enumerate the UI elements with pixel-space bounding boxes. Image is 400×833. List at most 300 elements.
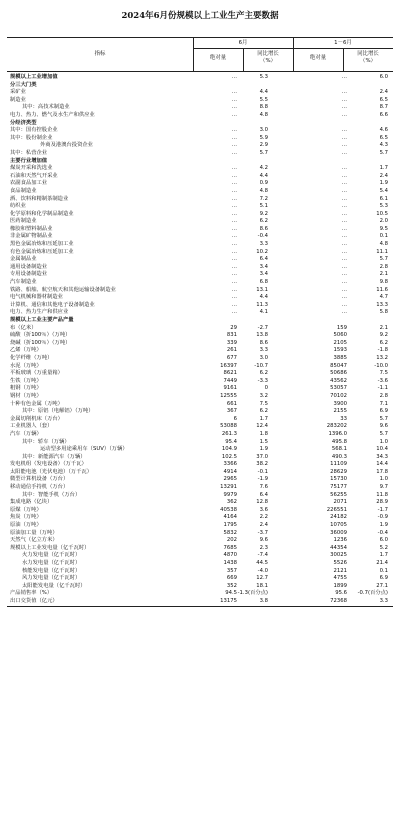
ytd-value: 1396.0 bbox=[328, 430, 347, 437]
ytd-growth: 9.6 bbox=[379, 423, 388, 430]
ytd-value: … bbox=[341, 279, 347, 286]
ytd-growth: 6.0 bbox=[379, 537, 388, 544]
ytd-growth: -0.9 bbox=[377, 514, 388, 521]
table-header bbox=[7, 38, 393, 72]
table-row bbox=[7, 203, 393, 211]
ytd-value: 3885 bbox=[333, 354, 347, 361]
table-row bbox=[7, 476, 393, 484]
june-growth: 7.5 bbox=[259, 400, 268, 407]
table-row bbox=[7, 317, 393, 325]
june-growth: -7.4 bbox=[257, 552, 268, 559]
june-growth: 1.7 bbox=[259, 415, 268, 422]
ytd-value: 159 bbox=[336, 324, 347, 331]
ytd-value: … bbox=[341, 74, 347, 80]
row-label: 工业机器人（套） bbox=[10, 423, 53, 430]
table-row bbox=[7, 446, 393, 454]
row-label: 汽车（万辆） bbox=[10, 430, 42, 437]
june-value: 261 bbox=[226, 347, 237, 354]
june-growth: 11.3 bbox=[256, 301, 268, 308]
june-value: 362 bbox=[226, 499, 237, 506]
ytd-value: … bbox=[341, 256, 347, 263]
june-growth: -3.7 bbox=[257, 529, 268, 536]
ytd-value: 2071 bbox=[333, 499, 347, 506]
table-row bbox=[7, 309, 393, 317]
row-label: 汽车制造业 bbox=[10, 279, 37, 286]
ytd-value: 70102 bbox=[330, 392, 347, 399]
ytd-growth: 2.8 bbox=[379, 263, 388, 270]
june-growth: 5.5 bbox=[259, 96, 268, 103]
table-row bbox=[7, 264, 393, 272]
table-row bbox=[7, 507, 393, 515]
row-label: 产品销售率（%） bbox=[10, 590, 53, 597]
ytd-value: 1593 bbox=[333, 347, 347, 354]
ytd-growth: 5.7 bbox=[379, 256, 388, 263]
ytd-growth: 9.5 bbox=[379, 225, 388, 232]
table-row bbox=[7, 173, 393, 181]
row-label: 规模以上工业主要产品产量 bbox=[10, 317, 74, 323]
june-value: 669 bbox=[226, 575, 237, 582]
june-value: 53088 bbox=[220, 423, 237, 430]
june-value: 261.3 bbox=[221, 430, 237, 437]
ytd-value: 95.6 bbox=[335, 590, 347, 597]
ytd-value: 85047 bbox=[330, 362, 347, 369]
data-table bbox=[7, 37, 393, 607]
june-growth: 38.2 bbox=[256, 461, 268, 468]
june-growth: 10.2 bbox=[256, 248, 268, 255]
page-title: 2024年6月份规模以上工业生产主要数据 bbox=[121, 11, 279, 21]
ytd-growth: 4.6 bbox=[379, 127, 388, 134]
row-label: 化学纤维（万吨） bbox=[10, 354, 53, 361]
ytd-growth: 2.0 bbox=[379, 218, 388, 225]
june-growth: 7.6 bbox=[259, 484, 268, 491]
june-value: … bbox=[231, 225, 237, 232]
june-value: 9979 bbox=[223, 491, 237, 498]
table-row bbox=[7, 188, 393, 196]
ytd-value: 30025 bbox=[330, 552, 347, 559]
june-growth: 4.1 bbox=[259, 309, 268, 316]
ytd-growth: 10.5 bbox=[376, 210, 388, 217]
ytd-growth: -1.7 bbox=[377, 506, 388, 513]
row-label: 其中：智能手机（万台） bbox=[22, 491, 81, 498]
ytd-growth: 7.1 bbox=[379, 400, 388, 407]
june-value: … bbox=[231, 241, 237, 248]
june-growth: 3.6 bbox=[259, 506, 268, 513]
ytd-growth: 5.2 bbox=[379, 544, 388, 551]
row-label: 规模以上工业增加值 bbox=[10, 74, 58, 80]
june-growth: -1.9 bbox=[257, 476, 268, 483]
june-value: 5832 bbox=[223, 529, 237, 536]
june-value: … bbox=[231, 301, 237, 308]
table-row bbox=[7, 218, 393, 226]
ytd-growth: 2.1 bbox=[379, 271, 388, 278]
table-row bbox=[7, 112, 393, 120]
june-growth: 12.7 bbox=[256, 575, 268, 582]
ytd-growth: 27.1 bbox=[376, 582, 388, 589]
ytd-value: 2121 bbox=[333, 567, 347, 574]
ytd-value: … bbox=[341, 248, 347, 255]
table-row bbox=[7, 287, 393, 295]
june-value: … bbox=[231, 134, 237, 141]
table-row bbox=[7, 522, 393, 530]
row-label: 规模以上工业发电量（亿千瓦时） bbox=[10, 544, 90, 551]
table-row bbox=[7, 431, 393, 439]
ytd-value: 2155 bbox=[333, 408, 347, 415]
ytd-value: 33 bbox=[340, 415, 347, 422]
table-row bbox=[7, 127, 393, 135]
table-row bbox=[7, 484, 393, 492]
row-label: 原油（万吨） bbox=[10, 522, 42, 529]
ytd-value: 1236 bbox=[333, 537, 347, 544]
ytd-value: … bbox=[341, 210, 347, 217]
ytd-value: 226551 bbox=[326, 506, 347, 513]
row-label: 石油和天然气开采业 bbox=[10, 172, 58, 179]
row-label: 食品制造业 bbox=[10, 187, 37, 194]
table-row bbox=[7, 416, 393, 424]
june-growth: -10.7 bbox=[254, 362, 268, 369]
june-growth: 8.6 bbox=[259, 339, 268, 346]
june-value: 8621 bbox=[223, 370, 237, 377]
june-value: 7685 bbox=[223, 544, 237, 551]
june-value: 13175 bbox=[220, 597, 237, 604]
ytd-value: … bbox=[341, 225, 347, 232]
june-value: 9161 bbox=[223, 385, 237, 392]
june-growth: 3.2 bbox=[259, 392, 268, 399]
june-growth: -2.7 bbox=[257, 324, 268, 331]
ytd-growth: 2.8 bbox=[379, 392, 388, 399]
ytd-growth: 28.9 bbox=[376, 499, 388, 506]
ytd-growth: -3.6 bbox=[377, 377, 388, 384]
june-value: … bbox=[231, 309, 237, 316]
row-label: 橡胶和塑料制品业 bbox=[10, 225, 53, 232]
ytd-growth: 34.3 bbox=[376, 453, 388, 460]
june-growth: 8.8 bbox=[259, 104, 268, 111]
ytd-value: 72368 bbox=[330, 597, 347, 604]
june-growth: 5.1 bbox=[259, 203, 268, 210]
june-growth: 6.4 bbox=[259, 491, 268, 498]
ytd-value: … bbox=[341, 142, 347, 149]
row-label: 水泥（万吨） bbox=[10, 362, 42, 369]
ytd-value: 5060 bbox=[333, 332, 347, 339]
june-growth: 4.8 bbox=[259, 187, 268, 194]
ytd-value: … bbox=[341, 172, 347, 179]
table-body bbox=[7, 72, 393, 606]
ytd-value: 3900 bbox=[333, 400, 347, 407]
june-growth: 4.4 bbox=[259, 172, 268, 179]
header-growth bbox=[243, 51, 293, 65]
header-abs-value: 绝对量 bbox=[209, 55, 227, 61]
table-row bbox=[7, 180, 393, 188]
june-growth: 5.7 bbox=[259, 149, 268, 156]
table-row bbox=[7, 226, 393, 234]
june-value: 29 bbox=[230, 324, 237, 331]
ytd-growth: 1.7 bbox=[379, 165, 388, 172]
june-value: … bbox=[231, 256, 237, 263]
row-label: 电力、热力生产和供应业 bbox=[10, 309, 69, 316]
june-growth: -4.0 bbox=[257, 567, 268, 574]
table-row bbox=[7, 401, 393, 409]
table-row bbox=[7, 492, 393, 500]
ytd-growth: 5.7 bbox=[379, 149, 388, 156]
june-growth: -0.4 bbox=[257, 233, 268, 240]
table-row bbox=[7, 378, 393, 386]
table-row bbox=[7, 499, 393, 507]
june-growth: 4.2 bbox=[259, 165, 268, 172]
june-growth: 4.4 bbox=[259, 89, 268, 96]
ytd-value: 44354 bbox=[330, 544, 347, 551]
table-row bbox=[7, 165, 393, 173]
ytd-growth: -10.0 bbox=[374, 362, 388, 369]
row-label: 有色金属冶炼和压延加工业 bbox=[10, 248, 74, 255]
ytd-value: 50686 bbox=[330, 370, 347, 377]
row-label: 铁路、船舶、航空航天和其他运输设备制造业 bbox=[10, 286, 116, 293]
table-row bbox=[7, 530, 393, 538]
row-label: 计算机、通信和其他电子设备制造业 bbox=[10, 301, 95, 308]
row-label: 硫酸（折100％）（万吨） bbox=[10, 332, 71, 339]
header-period-june: 6月 bbox=[238, 40, 248, 46]
june-value: 4914 bbox=[223, 468, 237, 475]
ytd-growth: 0.1 bbox=[379, 233, 388, 240]
header-indicator: 指标 bbox=[94, 51, 106, 57]
table-row bbox=[7, 347, 393, 355]
june-value: … bbox=[231, 233, 237, 240]
table-row bbox=[7, 408, 393, 416]
june-value: … bbox=[231, 149, 237, 156]
ytd-growth: 8.7 bbox=[379, 104, 388, 111]
ytd-value: 2105 bbox=[333, 339, 347, 346]
ytd-value: … bbox=[341, 286, 347, 293]
ytd-growth: 9.2 bbox=[379, 332, 388, 339]
ytd-value: 43562 bbox=[330, 377, 347, 384]
june-growth: 0.9 bbox=[259, 180, 268, 187]
june-growth: 37.0 bbox=[256, 453, 268, 460]
row-label: 核能发电量（亿千瓦时） bbox=[22, 567, 81, 574]
june-growth: 3.0 bbox=[259, 127, 268, 134]
ytd-value: 53057 bbox=[330, 385, 347, 392]
ytd-growth: 5.8 bbox=[379, 309, 388, 316]
ytd-growth: 6.9 bbox=[379, 408, 388, 415]
ytd-value: 36009 bbox=[330, 529, 347, 536]
ytd-growth: 1.0 bbox=[379, 476, 388, 483]
ytd-value: … bbox=[341, 134, 347, 141]
ytd-growth: 21.4 bbox=[376, 560, 388, 566]
table-row bbox=[7, 82, 393, 90]
table-row bbox=[7, 355, 393, 363]
ytd-growth: -0.7(百分点) bbox=[357, 590, 388, 597]
row-label: 电力、热力、燃气及水生产和供应业 bbox=[10, 111, 95, 118]
ytd-value: 28629 bbox=[330, 468, 347, 475]
june-growth: 4.4 bbox=[259, 294, 268, 301]
ytd-value: … bbox=[341, 309, 347, 316]
june-value: 677 bbox=[226, 354, 237, 361]
june-growth: 18.1 bbox=[256, 582, 268, 589]
table-row bbox=[7, 294, 393, 302]
ytd-growth: -0.4 bbox=[377, 529, 388, 536]
row-label: 其中：股份制企业 bbox=[10, 134, 53, 141]
june-growth: 2.2 bbox=[259, 514, 268, 521]
row-label: 十种有色金属（万吨） bbox=[10, 400, 63, 407]
june-value: 367 bbox=[226, 408, 237, 415]
ytd-value: 56255 bbox=[330, 491, 347, 498]
june-value: … bbox=[231, 286, 237, 293]
june-value: … bbox=[231, 172, 237, 179]
header-period-jan-jun: 1－6月 bbox=[334, 40, 352, 46]
june-value: 40538 bbox=[220, 506, 237, 513]
june-growth: 6.8 bbox=[259, 279, 268, 286]
row-label: 布（亿米） bbox=[10, 324, 37, 331]
header-growth bbox=[343, 51, 393, 65]
ytd-growth: -1.8 bbox=[377, 347, 388, 354]
ytd-value: … bbox=[341, 233, 347, 240]
june-value: 6 bbox=[233, 415, 237, 422]
row-label: 煤炭开采和洗选业 bbox=[10, 165, 53, 172]
table-row bbox=[7, 150, 393, 158]
table-row bbox=[7, 537, 393, 545]
row-label: 原煤（万吨） bbox=[10, 506, 42, 513]
ytd-value: … bbox=[341, 165, 347, 172]
table-row bbox=[7, 514, 393, 522]
header-abs-value: 绝对量 bbox=[309, 55, 327, 61]
ytd-growth: 2.4 bbox=[379, 89, 388, 96]
row-label: 粗钢（万吨） bbox=[10, 385, 42, 392]
june-value: 3366 bbox=[223, 461, 237, 468]
june-value: 94.5 bbox=[225, 590, 237, 597]
row-label: 其中：国有控股企业 bbox=[10, 127, 58, 134]
june-value: … bbox=[231, 263, 237, 270]
row-label: 烧碱（折100％）（万吨） bbox=[10, 339, 71, 346]
table-row bbox=[7, 560, 393, 568]
row-label: 运动型多用途乘用车（SUV）（万辆） bbox=[40, 446, 128, 453]
june-value: … bbox=[231, 279, 237, 286]
row-label: 天然气（亿立方米） bbox=[10, 537, 58, 544]
june-value: … bbox=[231, 165, 237, 172]
row-label: 分三大门类 bbox=[10, 81, 37, 88]
june-value: … bbox=[231, 210, 237, 217]
row-label: 化学原料和化学制品制造业 bbox=[10, 210, 74, 217]
row-label: 水力发电量（亿千瓦时） bbox=[22, 560, 81, 566]
june-growth: 1.9 bbox=[259, 446, 268, 453]
ytd-growth: 10.4 bbox=[376, 446, 388, 453]
june-growth: 6.2 bbox=[259, 218, 268, 225]
ytd-growth: 5.4 bbox=[379, 187, 388, 194]
row-label: 金属切削机床（万台） bbox=[10, 415, 63, 422]
header-growth-unit: （%） bbox=[360, 58, 376, 64]
row-label: 金属制品业 bbox=[10, 256, 37, 263]
ytd-value: 568.1 bbox=[331, 446, 347, 453]
table-row bbox=[7, 271, 393, 279]
row-label: 移动通信手持机（万台） bbox=[10, 484, 69, 491]
june-value: 831 bbox=[226, 332, 237, 339]
row-label: 焦炭（万吨） bbox=[10, 514, 42, 521]
table-row bbox=[7, 552, 393, 560]
row-label: 分经济类型 bbox=[10, 119, 37, 126]
ytd-value: 15730 bbox=[330, 476, 347, 483]
ytd-value: … bbox=[341, 301, 347, 308]
june-growth: 12.4 bbox=[256, 423, 268, 430]
row-label: 太阳能电池（光伏电池）（万千瓦） bbox=[10, 468, 93, 475]
june-growth: 0 bbox=[264, 385, 268, 392]
ytd-value: 11109 bbox=[330, 461, 347, 468]
ytd-growth: 17.8 bbox=[376, 468, 388, 475]
june-growth: 6.4 bbox=[259, 256, 268, 263]
ytd-value: 5526 bbox=[333, 560, 347, 566]
table-row bbox=[7, 332, 393, 340]
june-value: … bbox=[231, 180, 237, 187]
ytd-value: … bbox=[341, 96, 347, 103]
ytd-value: 75177 bbox=[330, 484, 347, 491]
table-row bbox=[7, 196, 393, 204]
table-row bbox=[7, 590, 393, 598]
ytd-value: … bbox=[341, 195, 347, 202]
table-row bbox=[7, 583, 393, 591]
june-growth: 3.4 bbox=[259, 271, 268, 278]
ytd-growth: 9.7 bbox=[379, 484, 388, 491]
row-label: 太阳能发电量（亿千瓦时） bbox=[22, 582, 86, 589]
ytd-growth: 2.1 bbox=[379, 324, 388, 331]
june-growth: 5.3 bbox=[259, 74, 268, 80]
ytd-growth: 7.5 bbox=[379, 370, 388, 377]
june-growth: 1.5 bbox=[259, 438, 268, 445]
ytd-growth: 6.2 bbox=[379, 339, 388, 346]
june-value: 1795 bbox=[223, 522, 237, 529]
ytd-value: 490.3 bbox=[331, 453, 347, 460]
row-label: 通用设备制造业 bbox=[10, 263, 48, 270]
june-growth: 4.8 bbox=[259, 111, 268, 118]
row-label: 专用设备制造业 bbox=[10, 271, 48, 278]
table-row bbox=[7, 575, 393, 583]
june-value: … bbox=[231, 195, 237, 202]
june-value: … bbox=[231, 294, 237, 301]
row-label: 外商及港澳台投资企业 bbox=[40, 142, 93, 149]
june-growth: 9.6 bbox=[259, 537, 268, 544]
ytd-value: … bbox=[341, 187, 347, 194]
ytd-growth: 6.0 bbox=[379, 74, 388, 80]
june-value: … bbox=[231, 218, 237, 225]
ytd-growth: 11.6 bbox=[376, 286, 388, 293]
row-label: 其中：高技术制造业 bbox=[22, 104, 70, 111]
june-value: 202 bbox=[226, 537, 237, 544]
header-divider bbox=[193, 48, 393, 49]
june-growth: 3.4 bbox=[259, 263, 268, 270]
ytd-value: … bbox=[341, 111, 347, 118]
june-growth: 12.8 bbox=[256, 499, 268, 506]
ytd-value: 24182 bbox=[330, 514, 347, 521]
ytd-growth: 2.4 bbox=[379, 172, 388, 179]
ytd-growth: 14.4 bbox=[376, 461, 388, 468]
june-value: 95.4 bbox=[225, 438, 237, 445]
june-growth: -3.3 bbox=[257, 377, 268, 384]
ytd-value: … bbox=[341, 218, 347, 225]
table-row bbox=[7, 89, 393, 97]
june-value: … bbox=[231, 104, 237, 111]
june-value: … bbox=[231, 187, 237, 194]
june-growth: 13.1 bbox=[256, 286, 268, 293]
row-label: 其中：新能源汽车（万辆） bbox=[22, 453, 86, 460]
ytd-value: … bbox=[341, 263, 347, 270]
row-label: 制造业 bbox=[10, 96, 26, 103]
table-row bbox=[7, 104, 393, 112]
ytd-growth: 5.7 bbox=[379, 415, 388, 422]
ytd-value: … bbox=[341, 271, 347, 278]
row-label: 其中：私营企业 bbox=[10, 149, 48, 156]
june-value: … bbox=[231, 96, 237, 103]
june-value: 13291 bbox=[220, 484, 237, 491]
june-value: 661 bbox=[226, 400, 237, 407]
june-growth: 8.6 bbox=[259, 225, 268, 232]
table-row bbox=[7, 340, 393, 348]
june-value: … bbox=[231, 74, 237, 80]
ytd-growth: 5.3 bbox=[379, 203, 388, 210]
ytd-growth: 6.9 bbox=[379, 575, 388, 582]
